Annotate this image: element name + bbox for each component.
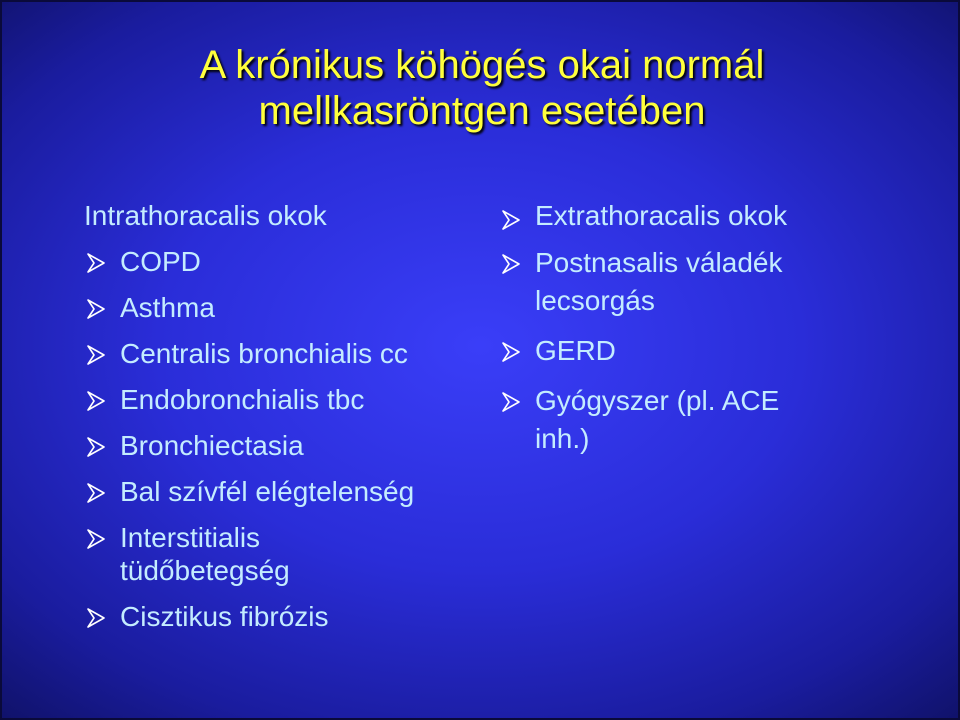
bullet-text-line: inh.) xyxy=(535,423,590,454)
bullet-text-line: COPD xyxy=(120,246,201,277)
right-bullet-item xyxy=(499,200,899,232)
bullet-text-line: Cisztikus fibrózis xyxy=(120,601,329,632)
left-bullet-item xyxy=(84,337,484,370)
left-bullet-item xyxy=(84,521,484,587)
left-column xyxy=(84,200,484,646)
arrowhead-bullet-icon xyxy=(501,200,525,233)
arrowhead-bullet-icon xyxy=(501,244,525,277)
bullet-text-line: Endobronchialis tbc xyxy=(120,384,365,415)
right-column xyxy=(499,200,899,470)
arrowhead-bullet-icon xyxy=(86,245,110,278)
left-bullet-item xyxy=(84,600,484,633)
arrowhead-bullet-icon xyxy=(86,429,110,462)
arrowhead-bullet-icon xyxy=(501,382,525,415)
right-bullet-list xyxy=(499,200,899,458)
left-bullet-item xyxy=(84,291,484,324)
title-line-1: A krónikus köhögés okai normál xyxy=(199,43,765,87)
bullet-text-line: tüdőbetegség xyxy=(120,555,290,586)
bullet-text-line: Gyógyszer (pl. ACE xyxy=(535,385,780,416)
left-bullet-item xyxy=(84,475,484,508)
arrowhead-bullet-icon xyxy=(86,475,110,508)
left-bullet-item xyxy=(84,383,484,416)
arrowhead-bullet-icon xyxy=(86,600,110,633)
arrowhead-bullet-icon xyxy=(86,291,110,324)
arrowhead-bullet-icon xyxy=(501,332,525,365)
right-bullet-item xyxy=(499,332,899,370)
bullet-text-line: Extrathoracalis okok xyxy=(535,200,788,231)
arrowhead-bullet-icon xyxy=(86,337,110,370)
left-column-heading: Intrathoracalis okok xyxy=(84,200,327,231)
bullet-text-line: Bal szívfél elégtelenség xyxy=(120,476,415,507)
bullet-text-line: GERD xyxy=(535,335,616,366)
left-bullet-list xyxy=(84,245,484,633)
bullet-text-line: Bronchiectasia xyxy=(120,430,304,461)
title-line-2: mellkasröntgen esetében xyxy=(258,89,706,133)
bullet-text-line: Interstitialis xyxy=(120,522,261,553)
arrowhead-bullet-icon xyxy=(86,521,110,554)
bullet-text-line: lecsorgás xyxy=(535,285,655,316)
arrowhead-bullet-icon xyxy=(86,383,110,416)
left-bullet-item xyxy=(84,245,484,278)
bullet-text-line: Centralis bronchialis cc xyxy=(120,338,408,369)
right-bullet-item xyxy=(499,244,899,320)
slide-title xyxy=(2,42,960,134)
bullet-text-line: Asthma xyxy=(120,292,215,323)
right-bullet-item xyxy=(499,382,899,458)
left-bullet-item xyxy=(84,429,484,462)
bullet-text-line: Postnasalis váladék xyxy=(535,247,783,278)
